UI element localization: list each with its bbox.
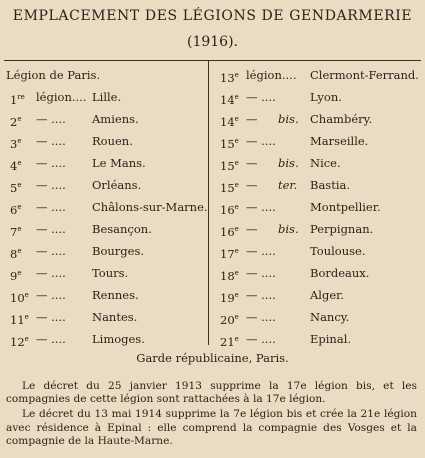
- legion-ordinal-suffix: e: [234, 225, 239, 233]
- right-legion-row: [220, 240, 420, 262]
- legion-separator: — ....: [36, 156, 66, 170]
- left-legion-row: [6, 152, 206, 174]
- legion-number-value: 20: [220, 312, 235, 327]
- left-legion-row: [6, 306, 206, 328]
- legion-separator: légion....: [246, 68, 297, 82]
- legion-number-value: 3: [10, 136, 18, 151]
- legion-ordinal-suffix: e: [234, 203, 239, 211]
- legion-city: Alger.: [310, 288, 345, 302]
- note-2: Le décret du 13 mai 1914 supprime la 7e légion bis et crée la 21e légion avec résidence à Epinal : elle comprend la compagnie des Vosges et la compagnie de la Haute-Marne.: [6, 408, 417, 447]
- left-legion-row: [6, 328, 206, 350]
- legion-number: [10, 328, 29, 353]
- left-legion-row: [6, 108, 206, 130]
- legion-ordinal-suffix: re: [17, 93, 25, 101]
- legion-city: Marseille.: [310, 134, 369, 148]
- right-legion-row: [220, 328, 420, 350]
- left-column: [6, 64, 206, 350]
- notes: [6, 380, 417, 450]
- legion-number-value: 6: [10, 202, 18, 217]
- legion-ordinal-suffix: e: [17, 203, 22, 211]
- legion-number-value: 13: [220, 70, 235, 85]
- legion-separator: — ....: [36, 112, 66, 126]
- legion-number-value: 21: [220, 334, 235, 349]
- right-legion-row: [220, 306, 420, 328]
- legion-number-value: 5: [10, 180, 18, 195]
- left-legion-row: [6, 262, 206, 284]
- legion-separator: — ....: [36, 310, 66, 324]
- left-legion-row: [6, 240, 206, 262]
- legion-number-value: 2: [10, 114, 18, 129]
- legion-city: Tours.: [92, 266, 129, 280]
- legion-separator: — ....: [36, 244, 66, 258]
- legion-number-value: 4: [10, 158, 18, 173]
- legion-separator: — ....: [36, 332, 66, 346]
- legion-suffix: bis.: [278, 222, 299, 236]
- legion-ordinal-suffix: e: [234, 137, 239, 145]
- left-legion-row: [6, 130, 206, 152]
- legion-city: Amiens.: [92, 112, 139, 126]
- legion-number-value: 1: [10, 92, 18, 107]
- legion-separator: — ....: [36, 288, 66, 302]
- legion-city: Nantes.: [92, 310, 138, 324]
- legion-number-value: 7: [10, 224, 18, 239]
- legion-separator: — ....: [246, 244, 276, 258]
- legion-ordinal-suffix: e: [17, 247, 22, 255]
- legion-number-value: 18: [220, 268, 235, 283]
- legion-city: Orléans.: [92, 178, 142, 192]
- legion-separator: — ....: [246, 288, 276, 302]
- legion-ordinal-suffix: e: [24, 313, 29, 321]
- legion-ordinal-suffix: e: [234, 247, 239, 255]
- legion-number-value: 15: [220, 158, 235, 173]
- legion-ordinal-suffix: e: [234, 181, 239, 189]
- right-legion-row: [220, 108, 420, 130]
- legion-ordinal-suffix: e: [17, 181, 22, 189]
- legion-ordinal-suffix: e: [234, 115, 239, 123]
- page-year: (1916).: [186, 34, 238, 50]
- right-legion-row: [220, 86, 420, 108]
- legion-ordinal-suffix: e: [234, 269, 239, 277]
- right-legion-row: [220, 130, 420, 152]
- legion-city: Bourges.: [92, 244, 145, 258]
- legion-number-value: 10: [10, 290, 25, 305]
- legion-city: Epinal.: [310, 332, 352, 346]
- legion-number-value: 15: [220, 180, 235, 195]
- left-legion-row: [6, 86, 206, 108]
- legion-city: Rennes.: [92, 288, 139, 302]
- legion-number: [220, 328, 239, 353]
- legion-number-value: 17: [220, 246, 235, 261]
- legion-ordinal-suffix: e: [24, 291, 29, 299]
- left-legion-row: [6, 174, 206, 196]
- legion-ordinal-suffix: e: [234, 313, 239, 321]
- legion-city: Chambéry.: [310, 112, 373, 126]
- legion-separator: — ....: [246, 266, 276, 280]
- legion-separator: — ....: [36, 222, 66, 236]
- left-legion-row: [6, 196, 206, 218]
- legion-city: Toulouse.: [310, 244, 366, 258]
- legion-separator: —: [246, 156, 258, 170]
- legion-ordinal-suffix: e: [234, 335, 239, 343]
- column-divider: [208, 60, 209, 345]
- right-legion-row: [220, 262, 420, 284]
- legion-separator: — ....: [246, 90, 276, 104]
- right-legion-row: [220, 284, 420, 306]
- legion-ordinal-suffix: e: [234, 71, 239, 79]
- legion-number-value: 15: [220, 136, 235, 151]
- legion-suffix: ter.: [278, 178, 298, 192]
- legion-city: Bordeaux.: [310, 266, 370, 280]
- legion-number-value: 11: [10, 312, 25, 327]
- legion-city: Clermont-Ferrand.: [310, 68, 419, 82]
- legion-ordinal-suffix: e: [17, 137, 22, 145]
- legion-separator: — ....: [36, 134, 66, 148]
- legion-city: Perpignan.: [310, 222, 374, 236]
- legion-number-value: 12: [10, 334, 25, 349]
- legion-separator: — ....: [246, 200, 276, 214]
- legion-number-value: 16: [220, 224, 235, 239]
- right-legion-row: [220, 152, 420, 174]
- left-header: Légion de Paris.: [6, 68, 101, 82]
- top-rule: [4, 60, 421, 61]
- legion-number-value: 9: [10, 268, 18, 283]
- legion-city: Nice.: [310, 156, 341, 170]
- legion-separator: — ....: [246, 310, 276, 324]
- legion-city: Limoges.: [92, 332, 145, 346]
- legion-city: Lyon.: [310, 90, 342, 104]
- legion-ordinal-suffix: e: [24, 335, 29, 343]
- left-legion-row: [6, 218, 206, 240]
- legion-city: Bastia.: [310, 178, 351, 192]
- right-legion-row: [220, 64, 420, 86]
- legion-number-value: 14: [220, 92, 235, 107]
- legion-ordinal-suffix: e: [17, 225, 22, 233]
- legion-separator: — ....: [36, 200, 66, 214]
- legion-separator: — ....: [36, 266, 66, 280]
- right-legion-row: [220, 196, 420, 218]
- legion-city: Le Mans.: [92, 156, 146, 170]
- legion-ordinal-suffix: e: [17, 269, 22, 277]
- legion-separator: —: [246, 178, 258, 192]
- right-column: [220, 64, 420, 350]
- legion-separator: —: [246, 222, 258, 236]
- legion-number-value: 19: [220, 290, 235, 305]
- note-1: Le décret du 25 janvier 1913 supprime la 17e légion bis, et les compagnies de cette légion sont rattachées à la 17e légion.: [6, 380, 417, 406]
- left-legion-row: [6, 284, 206, 306]
- left-header-row: [6, 64, 206, 86]
- legion-number-value: 8: [10, 246, 18, 261]
- legion-city: Montpellier.: [310, 200, 381, 214]
- legion-suffix: bis.: [278, 156, 299, 170]
- legion-city: Lille.: [92, 90, 122, 104]
- legion-city: Rouen.: [92, 134, 133, 148]
- legion-number-value: 14: [220, 114, 235, 129]
- legion-suffix: bis.: [278, 112, 299, 126]
- legion-city: Nancy.: [310, 310, 350, 324]
- legion-ordinal-suffix: e: [234, 291, 239, 299]
- legion-separator: — ....: [36, 178, 66, 192]
- legion-number-value: 16: [220, 202, 235, 217]
- legion-city: Besançon.: [92, 222, 152, 236]
- right-legion-row: [220, 218, 420, 240]
- legion-ordinal-suffix: e: [234, 159, 239, 167]
- legion-separator: —: [246, 112, 258, 126]
- right-legion-row: [220, 174, 420, 196]
- garde-republicaine: Garde républicaine, Paris.: [136, 351, 289, 365]
- legion-separator: — ....: [246, 134, 276, 148]
- legion-separator: légion....: [36, 90, 87, 104]
- legion-city: Châlons-sur-Marne.: [92, 200, 208, 214]
- legion-ordinal-suffix: e: [17, 115, 22, 123]
- legion-ordinal-suffix: e: [234, 93, 239, 101]
- legion-ordinal-suffix: e: [17, 159, 22, 167]
- legion-separator: — ....: [246, 332, 276, 346]
- page-title: EMPLACEMENT DES LÉGIONS DE GENDARMERIE: [12, 8, 413, 24]
